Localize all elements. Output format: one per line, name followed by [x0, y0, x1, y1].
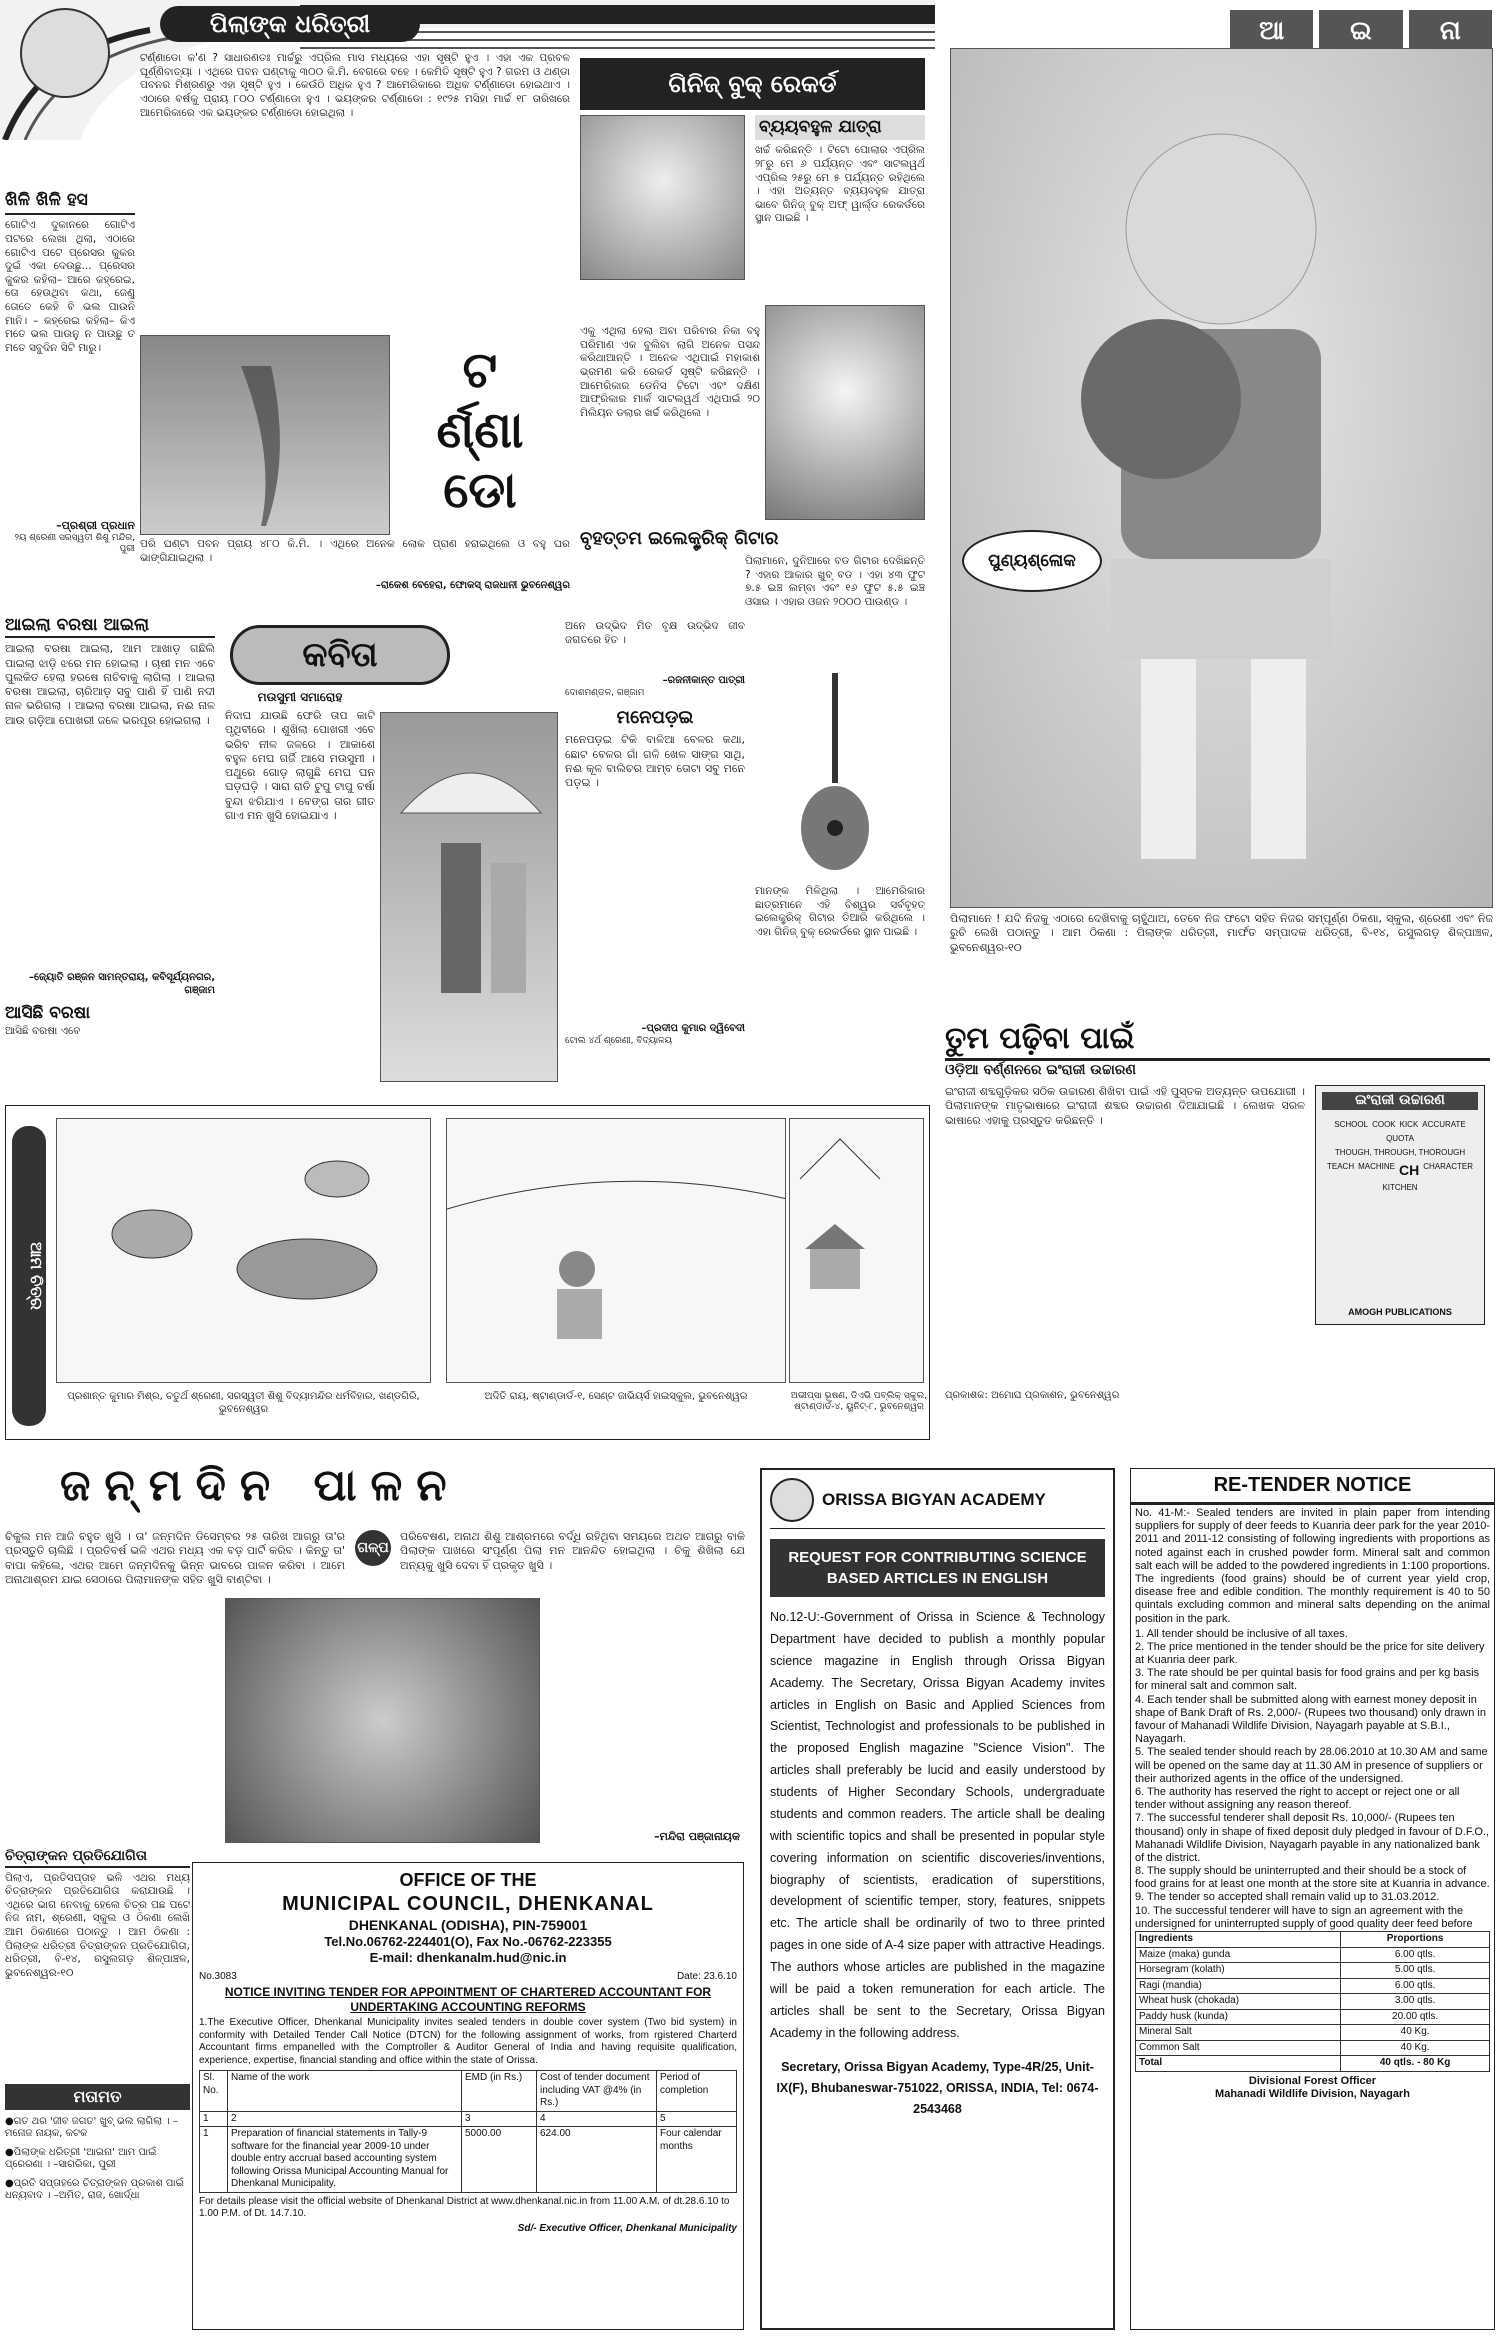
retender-item: 5. The sealed tender should reach by 28.06.2010 at 10.30 AM and same will be opened on the same day at 11.30 AM in presence of suppliers or their authorized agents in the office of the undersigned. — [1135, 1746, 1488, 1785]
tornado-photo — [140, 335, 390, 535]
umbrella-photo — [380, 712, 558, 1082]
table-cell: 40 Kg. — [1341, 2025, 1490, 2041]
table-cell: 1 — [200, 2127, 228, 2193]
table-cell: Wheat husk (chokada) — [1136, 1994, 1341, 2010]
municipal-office-of: OFFICE OF THE — [399, 1870, 537, 1890]
jokes-title: ଖିଳି ଖିଳି ହସ — [5, 190, 135, 215]
book-publisher: AMOGH PUBLICATIONS — [1348, 1306, 1452, 1317]
table-cell: 40 qtls. - 80 Kg — [1341, 2056, 1490, 2072]
umbrella-icon — [381, 713, 558, 1082]
readme-publisher: ପ୍ରକାଶକ: ଅମୋଘ ପ୍ରକାଶନ, ଭୁବନେଶ୍ୱର — [945, 1390, 1120, 1401]
table-cell: 4 — [537, 2111, 657, 2127]
bigyan-notice — [760, 1468, 1115, 2330]
guitar-text: ମାନଙ୍କ ମିଳିଥିଲା । ଆମେରିକାର ଛାତ୍ରମାନେ ଏହି ବିଶ୍ୱର ସର୍ବବୃହତ୍ ଇଲେକ୍ଟ୍ରିକ୍ ଗିଟାର ତିଆରି କରିଥିଲେ । ଏହା ଗିନିଜ୍ ବୁକ୍ ରେକର୍ଡରେ ସ୍ଥାନ ପାଇଛି । — [755, 885, 925, 938]
municipal-table — [199, 2070, 737, 2193]
retender-item: 10. The successful tenderer will have to sign an agreement with the undersigned for uninterrupted supply of good quality deer feed before — [1135, 1904, 1473, 1930]
bigyan-name: ORISSA BIGYAN ACADEMY — [822, 1490, 1046, 1510]
opinion-item: ●ପିଲାଙ୍କ ଧରିତ୍ରୀ 'ଆଇନା' ଆମ ପାଇଁ ପ୍ରେରଣା । –ସାଗରିକା, ପୁରୀ — [5, 2146, 157, 2170]
retender-item: 1. All tender should be inclusive of all taxes. — [1135, 1627, 1348, 1640]
municipal-footer: For details please visit the official website of Dhenkanal District at www.dhenkanal.nic.in from 11.00 A.M. of dt.28.6.10 to 1.00 P.M. of Dt. 14.7.10. — [199, 2195, 730, 2219]
jokes-body: ଗୋଟିଏ ଦୁକାନରେ ଗୋଟିଏ ପଟରେ ଲେଖା ଥିଲା, ଏଠାରେ ଗୋଟିଏ ପଟେ ପ୍ରେସର କୁକର ଦୁଇଁ ଏକା ଦେଉଛୁ... ପ୍ରେସର କୁକର କହିଲା– ଆରେ କହ୍ରେଇ, ତୋ ହେଉଥିବା କଥା, ଜେଣୁ ତୋତେ କେହି ବି ଭଲ ପାଉନି ମାନି। – କହ୍ରେଇ କହିଲା– କିଏ ମତେ ଭଲ ପାଉନୁ ନ ପାଉଛୁ ତ ମତେ ସବୁଦିନ ସିଟି ମାରୁ। — [5, 219, 135, 355]
municipal-name: MUNICIPAL COUNCIL, DHENKANAL — [282, 1892, 654, 1915]
man-photo — [765, 305, 925, 520]
tornado-body-2: ପରି ଘଣ୍ଟା ପବନ ପ୍ରାୟ ୪୮୦ କି.ମି. । ଏଥିରେ ଅନେକ ଲୋକ ପ୍ରାଣ ହରାଇଥିଲେ ଓ ବହୁ ଘର ଭାଙ୍ଗିଯାଇଥିଲା । — [140, 538, 570, 564]
birthday-right-body: ପରିବେଷଣ, ଅନାଥ ଶିଶୁ ଆଶ୍ରମରେ ବର୍ଦ୍ଧି ରହିଥିବା ସମୟରେ ଅଥଚ ଆଗରୁ ବାକି ପିଲାଙ୍କ ପାଖରେ ସଂପୂର୍ଣ୍ଣ ପିଲା ମନ ଆନନ୍ଦିତ ହୋଇଥିଲା । ଚିକୁ ଶିଖିଲା ଯେ ଅନ୍ୟକୁ ଖୁସି ଦେବା ହିଁ ପ୍ରକୃତ ଖୁସି । — [400, 1530, 745, 1572]
guinness-body-2: ଏକୁ ଏଥିଲା ହେଲା ଅବା ପରିବାର ନିକା ବହୁ ପରିମାଣ ଏକ ବୁଲିବା ଲାଗି ଅନେକ ପସନ୍ଦ କରିଥାଆନ୍ତି । ଅନେକ ଏଥିପାଇଁ ମହାକାଶ ଭ୍ରମଣ କରି ରେକର୍ଡ ସୃଷ୍ଟି କରିଛନ୍ତି । ଆମେରିକାର ଡେନିସ ଟିଟୋ ଏବଂ ଦକ୍ଷିଣ ଆଫ୍ରିକାର ମାର୍କ ସାଟଲୱର୍ଥ ଏଥିପାଇଁ ୨୦ ମିଲିୟନ ଡଲାର ଖର୍ଚ୍ଚ କରିଥିଲେ । — [580, 325, 760, 419]
opinion-title: ମତାମତ — [5, 2084, 190, 2110]
drawings-label: ଆମ ଚିତ୍ର — [12, 1126, 46, 1426]
municipal-body: 1.The Executive Officer, Dhenkanal Municipality invites sealed tenders in double cover system (Two bid system) in conformity with Detailed Tender Call Notice (DTCN) for the following assignment of works, from rgistered Charterd Accountant firms empanelled with the Comptroller & Auditor General of India and having requisite qualification, experience, expertise, financial standing and office within the state of Orissa. — [199, 2017, 737, 2066]
book-words — [1322, 1120, 1478, 1194]
tornado-letter-1: ଟ — [462, 341, 498, 399]
municipal-ref-row — [199, 1971, 737, 1984]
kabita-right-body: ଅନେ ଉଦ୍ଭିଦ ମିତ ବୃକ୍ଷ ଉଦ୍ଭିଦ ଜୀବ ଜଗତରେ ହିତ । — [565, 620, 745, 646]
readme-title: ତୁମ ପଢ଼ିବା ପାଇଁ — [945, 1020, 1490, 1061]
table-cell: 3 — [462, 2111, 537, 2127]
table-row — [200, 2127, 737, 2193]
table-cell: Horsegram (kolath) — [1136, 1963, 1341, 1979]
book-word: COOK — [1372, 1119, 1396, 1129]
poem1-title: ମଉସୁମୀ ସମାରୋହ — [257, 690, 343, 704]
tornado-author: –ରାକେଶ ବେହେରା, ଫୋକସ୍ ରାଜଧାନୀ ଭୁବନେଶ୍ୱର — [375, 580, 570, 591]
aaina-badge: ପୁଣ୍ୟଶ୍ଳୋକ — [962, 530, 1102, 592]
table-header-cell: Sl. No. — [200, 2071, 228, 2112]
table-header-cell: Name of the work — [228, 2071, 462, 2112]
retender-item: 8. The supply should be uninterrupted and their should be a stock of food grains for at least one month at the store site at Kuanria in advance. — [1135, 1865, 1490, 1891]
tornado-intro: ଟର୍ଣ୍ଣାଡୋ କ'ଣ ? ସାଧାରଣତଃ ମାର୍ଚ୍ଚରୁ ଏପ୍ରିଲ ମାସ ମଧ୍ୟରେ ଏହା ସୃଷ୍ଟି ହୁଏ । ଏହା ଏକ ପ୍ରବଳ ଘୂର୍ଣ୍ଣିବାତ୍ୟା । ଏଥିରେ ପବନ ଘଣ୍ଟାକୁ ୩୦୦ କି.ମି. ବେଗରେ ବହେ । କେମିତି ସୃଷ୍ଟି ହୁଏ ? ଗରମ ଓ ଥଣ୍ଡା ପବନର ମିଶ୍ରଣରୁ ଏହା ସୃଷ୍ଟି ହୁଏ । କେଉଁଠି ଅଧିକ ହୁଏ ? ଆମେରିକାରେ ଅଧିକ ଟର୍ଣ୍ଣାଡୋ ହୋଇଥାଏ । ଏଠାରେ ବର୍ଷକୁ ପ୍ରାୟ ୮୦୦ ଟର୍ଣ୍ଣାଡୋ ହୁଏ । ଭୟଙ୍କର ଟର୍ଣ୍ଣାଡୋ : ୧୯୨୫ ମସିହା ମାର୍ଚ୍ଚ ୧୮ ତାରିଖରେ ଆମେରିକାରେ ଏକ ଭୟଙ୍କର ଟର୍ଣ୍ଣାଡୋ ହୋଇଥିଲା । — [140, 52, 570, 119]
contest-title: ଚିତ୍ରାଙ୍କନ ପ୍ରତିଯୋଗିତା — [5, 1848, 190, 1868]
jokes-author-addr: ୨ୟ ଶ୍ରେଣୀ ସରସ୍ୱତୀ ଶିଶୁ ମନ୍ଦିର, ପୁରୀ — [14, 533, 135, 555]
contest-body: ପିଲାଏ, ପ୍ରତିସପ୍ତାହ ଭଳି ଏଥର ମଧ୍ୟ ଚିତ୍ରାଙ୍କନ ପ୍ରତିଯୋଗିତା କରାଯାଉଛି । ଏଥିରେ ଭାଗ ନେବାକୁ ହେଲେ ଚିତ୍ର ପଛ ପଟେ ନିଜ ନାମ, ଶ୍ରେଣୀ, ସ୍କୁଲ ଓ ଠିକଣା ଲେଖି ଆମ ଠିକଣାରେ ପଠାନ୍ତୁ । ଆମ ଠିକଣା : ପିଲାଙ୍କ ଧରିତ୍ରୀ ଚିତ୍ରାଙ୍କନ ପ୍ରତିଯୋଗିତା, ଧରିତ୍ରୀ, ବି-୧୪, ରସୁଲଗଡ଼ ଶିଳ୍ପାଞ୍ଚଳ, ଭୁବନେଶ୍ୱର-୧୦ — [5, 1871, 190, 1979]
table-cell: 5000.00 — [462, 2127, 537, 2193]
kabita-author2-addr: ଟୋଲ ୪ର୍ଥ ଶ୍ରେଣୀ, ବିଦ୍ୟାଳୟ — [565, 1035, 673, 1046]
jokes-section — [5, 190, 135, 595]
readme-sub: ଓଡ଼ିଆ ବର୍ଣ୍ଣନରେ ଇଂରାଜୀ ଉଚ୍ଚାରଣ — [945, 1062, 1136, 1078]
municipal-date: Date: 23.6.10 — [676, 1970, 737, 1982]
retender-intro: No. 41-M:- Sealed tenders are invited in plain paper from intending suppliers for supply of deer feeds to Kuanria deer park for the year 2010-2011 and 2011-12 consisting of following ingredients with proportions as noted against each in crushed powder form. Mineral salt and common salt each will be added to the powdered ingredients in 1:100 proportions. The ingredients (food grains) should be of current year yield crop, disease free and edible condition. The monthly requirement is 40 to 50 quintals excluding common and mineral salts depending on the animal position in the park. — [1135, 1507, 1490, 1625]
table-row — [1136, 2040, 1490, 2056]
table-header-cell: EMD (in Rs.) — [462, 2071, 537, 2112]
poem2-body: ମନେପଡ଼ଇ ଟିକି ବାଳିଆ ବେଳର କଥା, ଛୋଟ ବେଳର ଗାଁ ଗଳି ଖେଳ ସାଙ୍ଗ ସାଥି, ନଈ କୂଳ ବାଲିଚର ଆମ୍ବ ତୋଟା ସବୁ ମନେ ପଡ଼ଇ । — [565, 733, 745, 790]
retender-title: RE-TENDER NOTICE — [1131, 1469, 1494, 1505]
municipal-no: No.3083 — [199, 1970, 237, 1982]
rain-title: ଆଇଲା ବରଷା ଆଇଲା — [5, 615, 215, 638]
poem1 — [225, 690, 375, 1090]
book-title: ଇଂରାଜୀ ଉଚ୍ଚାରଣ — [1322, 1092, 1478, 1110]
rain-sub-title: ଆସିଛି ବରଷା — [5, 1003, 91, 1024]
table-row — [1136, 1963, 1490, 1979]
table-cell: 5.00 qtls. — [1341, 1963, 1490, 1979]
table-row — [1136, 1978, 1490, 1994]
page-title: ପିଲାଙ୍କ ଧରିତ୍ରୀ — [160, 6, 420, 42]
bigyan-addr: Secretary, Orissa Bigyan Academy, Type-4R/25, Unit-IX(F), Bhubaneswar-751022, ORISSA, INDIA, Tel: 0674-2543468 — [776, 2059, 1099, 2116]
ingredients-header — [1136, 1932, 1490, 1948]
house-icon — [790, 1119, 924, 1383]
old-woman-photo — [225, 1598, 540, 1843]
tornado-letter-2: ର୍ଣ୍ଣା — [436, 401, 524, 459]
retender-sig-2: Mahanadi Wildlife Division, Nayagarh — [1215, 2088, 1410, 2101]
child-mascot — [20, 8, 110, 98]
drawing-caption-2: ଅଦିତି ରାୟ, ଷ୍ଟାଣ୍ଡାର୍ଡ-୧, ସେଣ୍ଟ ଜାଭିୟର୍ସ ହାଇସ୍କୁଲ, ଭୁବନେଶ୍ୱର — [484, 1391, 748, 1402]
table-row — [1136, 2009, 1490, 2025]
aaina-caption: ପିଲାମାନେ ! ଯଦି ନିଜକୁ ଏଠାରେ ଦେଖିବାକୁ ଚାହୁଁଥାଅ, ତେବେ ନିଜ ଫଟୋ ସହିତ ନିଜର ସମ୍ପୂର୍ଣ୍ଣ ଠିକଣା, ସ୍କୁଲ, ଶ୍ରେଣୀ ଏବଂ ନିଜ ରୁଚି ଲେଖି ପଠାନ୍ତୁ । ଆମ ଠିକଣା : ପିଲାଙ୍କ ଧରିତ୍ରୀ, ମାର୍ଫତ ସମ୍ପାଦକ ଧରିତ୍ରୀ, ବି-୧୪, ରସୁଲଗଡ଼ ଶିଳ୍ପାଞ୍ଚଳ, ଭୁବନେଶ୍ୱର-୧୦ — [950, 912, 1493, 954]
table-cell: 5 — [657, 2111, 737, 2127]
table-cell: 3.00 qtls. — [1341, 1994, 1490, 2010]
book-cover — [1315, 1085, 1485, 1325]
table-cell: 2 — [228, 2111, 462, 2127]
bigyan-body: No.12-U:-Government of Orissa in Science & Technology Department have decided to publish a monthly popular science magazine in English through Orissa Bigyan Academy. The Secretary, Orissa Bigyan Academy invites articles in English on Basic and Applied Sciences from Scientist, Technologist and professionals to be published in the proposed English magazine "Science Vision". The articles shall preferably be lucid and easily understood by students of Higher Secondary Schools, undergraduate students and common readers. The article shall be dealing with scientific topics and shall be presented in popular style covering information on scientific discoveries/inventions, biography of scientists, eradication of superstitions, development of scientific temper, story, features, snippets etc. The article shall be ordinarily of two to three printed pages in one side of A-4 size paper with attractive Headings. The authors whose articles are published in the magazine will be paid a token remuneration for each article. The articles shall be sent to the Secretary, Orissa Bigyan Academy in the following address. — [770, 1610, 1105, 2040]
drawing-farmer — [446, 1118, 786, 1383]
aaina-letter-1: ଆ — [1230, 10, 1313, 52]
municipal-notice — [192, 1862, 744, 2330]
jokes-author: –ପ୍ରଶ୍ରୀ ପ୍ରଧାନ — [56, 519, 135, 533]
table-cell: Ragi (mandia) — [1136, 1978, 1341, 1994]
retender-item: 9. The tender so accepted shall remain valid up to 31.03.2012. — [1135, 1891, 1440, 1904]
table-cell: Total — [1136, 2056, 1341, 2072]
bigyan-banner: REQUEST FOR CONTRIBUTING SCIENCE BASED ARTICLES IN ENGLISH — [770, 1539, 1105, 1597]
table-cell: 6.00 qtls. — [1341, 1978, 1490, 1994]
retender-items — [1131, 1628, 1494, 1931]
guinness-sub1 — [755, 115, 925, 294]
kabita-title: କବିତା — [230, 625, 450, 685]
guinness-sub2-body: ପିଲାମାନେ, ଦୁନିଆରେ ବଡ ଗିଟାର ଦେଖିଛନ୍ତି ? ଏହାର ଆକାର ଖୁବ୍ ବଡ । ଏହା ୪୩ ଫୁଟ ୭.୫ ଇଞ୍ଚ ଲମ୍ବା ଏବଂ ୧୬ ଫୁଟ ୫.୫ ଇଞ୍ଚ ଓସାର । ଏହାର ଓଜନ ୨୦୦୦ ପାଉଣ୍ଡ । — [745, 555, 925, 608]
book-word: MACHINE — [1358, 1161, 1395, 1171]
table-header-cell: Ingredients — [1136, 1932, 1341, 1948]
drawings-row — [5, 1105, 930, 1440]
opinion-item: ●ପ୍ରତି ସପ୍ତାହରେ ଚିତ୍ରାଙ୍କନ ପ୍ରକାଶ ପାଇଁ ଧନ୍ୟବାଦ । –ଅମିତ, ରାଜ, ଖୋର୍ଦ୍ଧା — [5, 2177, 185, 2201]
guitar-icon — [790, 668, 880, 878]
table-cell: Paddy husk (kunda) — [1136, 2009, 1341, 2025]
table-cell: 20.00 qtls. — [1341, 2009, 1490, 2025]
story-badge: ଗଳ୍ପ — [355, 1530, 391, 1566]
rain-sub-body: ଆସିଛି ବରଷା ଏବେ — [5, 1024, 81, 1037]
drawing-caption-1: ପ୍ରଶାନ୍ତ କୁମାର ମିଶ୍ର, ଚତୁର୍ଥ ଶ୍ରେଣୀ, ସରସ୍ୱତୀ ଶିଶୁ ବିଦ୍ୟାମନ୍ଦିର ଧର୍ମବିହାର, ଖଣ୍ଡଗିରି, ଭୁବନେଶ୍ୱର — [67, 1391, 420, 1415]
retender-item: 3. The rate should be per quintal basis for food grains and per kg basis for mineral salt and common salt. — [1135, 1667, 1480, 1693]
guinness-sub1-body: ଖର୍ଚ୍ଚ କରିଛନ୍ତି । ଟିଟୋ ପୋଲାର ଏପ୍ରିଲ ୨୮ରୁ ମେ ୬ ପର୍ଯ୍ୟନ୍ତ ଏବଂ ସାଟଲୱର୍ଥ ଏପ୍ରିଲ ୨୫ରୁ ମେ ୫ ପର୍ଯ୍ୟନ୍ତ ରହିଥିଲେ । ଏହା ଅତ୍ୟନ୍ତ ବ୍ୟୟବହୁଳ ଯାତ୍ରା ଭାବେ ଗିନିଜ୍ ବୁକ୍ ଅଫ୍ ୱାର୍ଲ୍ଡ ରେକର୍ଡରେ ସ୍ଥାନ ପାଇଛି । — [755, 144, 925, 225]
tornado-funnel — [141, 336, 390, 535]
aaina-photo — [950, 48, 1493, 908]
opinion-item: ●ଗତ ଥର 'ଜୀବ ଜଗତ' ଖୁବ୍ ଭଲ ଲାଗିଲା । –ମନୋଜ ନାୟକ, କଟକ — [5, 2115, 178, 2139]
guinness-title: ଗିନିଜ୍ ବୁକ୍ ରେକର୍ଡ — [580, 58, 925, 110]
rain-body: ଆଇଲା ବରଷା ଆଇଲା, ଆମ ଆଖାଡ଼ ଗଛିଲି ପାଇଲା ଝାଡ଼ି ଝରେ ମନ ହୋଇଲା । ଚାଷୀ ମନ ଏବେ ପୁଲକିତ ହେଲା ହରଷେ ନାଚିବାକୁ ଲାଗିଲା । ଆଇଲା ବରଷା ଆଇଲା, ଚାରିଆଡ଼ ସବୁ ପାଣି ହିଁ ପାଣି ନଦୀ ନାଳ ଭରିଗଲା । ଆଇଲା ବରଷା ଆଇଲା, ନଈ ନାଳ ଆଉ ଗଡ଼ିଆ ପୋଖରୀ ଜଳେ ଭରପୂର ହୋଇଗଲା । — [5, 642, 215, 727]
astronaut-photo — [580, 115, 745, 280]
ingredients-table — [1135, 1931, 1490, 2072]
book-word: ACCURATE — [1422, 1119, 1466, 1129]
table-row — [1136, 2056, 1490, 2072]
table-cell: 624.00 — [537, 2127, 657, 2193]
kabita-author2: –ପ୍ରଦୀପ କୁମାର ଦ୍ୱିବେଦୀ — [641, 1023, 745, 1035]
rain-author: –ଜ୍ୟୋତି ରଞ୍ଜନ ସାମନ୍ତରାୟ, କବିସୂର୍ଯ୍ୟନଗର, ଗଞ୍ଜାମ — [29, 972, 215, 996]
tornado-title — [395, 340, 565, 530]
guinness-sub1-title: ବ୍ୟୟବହୁଳ ଯାତ୍ରା — [755, 115, 925, 140]
aaina-letter-3: ନା — [1409, 10, 1492, 52]
table-cell: Preparation of financial statements in Tally-9 software for the financial year 2009-10 under double entry accrual based accounting system following Orissa Municipal Accounting Manual for Dhenkanal Municipality. — [228, 2127, 462, 2193]
table-cell: 40 Kg. — [1341, 2040, 1490, 2056]
guitar-photo — [790, 668, 880, 878]
rain-section — [5, 615, 215, 1090]
municipal-notice-title: NOTICE INVITING TENDER FOR APPOINTMENT OF CHARTERED ACCOUNTANT FOR UNDERTAKING ACCOUNTING REFORMS — [224, 1985, 712, 2014]
book-word: TEACH — [1326, 1161, 1355, 1171]
bigyan-header — [770, 1478, 1105, 1529]
retender-item: 7. The successful tenderer shall deposit Rs. 10,000/- (Rupees ten thousand) only in shape of fixed deposit duly pledged in favour of D.F.O., Mahanadi Wildlife Division, Nayagarh payable in any nationalized bank of the district. — [1135, 1812, 1490, 1864]
table-row — [1136, 1947, 1490, 1963]
retender-item: 6. The authority has reserved the right to accept or reject one or all tender without assigning any reason thereof. — [1135, 1785, 1460, 1812]
municipal-table-numbers — [200, 2111, 737, 2127]
retender-item: 2. The price mentioned in the tender should be the price for site delivery at Kuanria deer park. — [1135, 1640, 1485, 1667]
kabita-author1: –ରଜନୀକାନ୍ତ ପାତ୍ରୀ — [662, 675, 745, 686]
municipal-addr: DHENKANAL (ODISHA), PIN-759001 — [348, 1916, 588, 1933]
table-header-cell: Cost of tender document including VAT @4% (in Rs.) — [537, 2071, 657, 2112]
table-row — [1136, 2025, 1490, 2041]
aaina-letter-2: ଇ — [1319, 10, 1402, 52]
book-word: KICK — [1399, 1119, 1419, 1129]
birthday-title: ଜନ୍ମଦିନ ପାଳନ — [60, 1460, 461, 1511]
book-word: KITCHEN — [1382, 1183, 1418, 1192]
book-word: SCHOOL — [1334, 1119, 1369, 1129]
poem-right — [565, 620, 745, 1090]
table-cell: Four calendar months — [657, 2127, 737, 2193]
tornado-letter-3: ଡୋ — [443, 461, 517, 519]
table-cell: 1 — [200, 2111, 228, 2127]
table-cell: Maize (maka) gunda — [1136, 1947, 1341, 1963]
municipal-table-header — [200, 2071, 737, 2112]
kabita-author1-addr: ଦୋଶମଣ୍ଡଳ, ଗଞ୍ଜାମ — [565, 687, 645, 698]
aaina-header — [1230, 10, 1492, 52]
table-row — [1136, 1994, 1490, 2010]
poem1-body: ନିଦାଘ ଯାଉଛି ଫେରି ତାପ କାଟି ପୃଥିବୀରେ । ଶୁଖିଲା ପୋଖରୀ ଏବେ ଭରିବ ନୀଳ ଜଳରେ । ଆକାଶେ ବହୁଳ ମେଘ ଗର୍ଜି ଆସେ ମଉସୁମୀ । ପଥୁରେ ଗୋଡ଼ ଲାଗୁଛି ମେଘ ଘନ ଘଡ଼ଘଡ଼ି । ସାରା ରାତି ଟୁପୁ ଟାପୁ ବର୍ଷା ବୁନ୍ଦା ଝରିଯାଏ । ବେଙ୍ଗ ତାର ଗୀତ ଗାଏ ମନ ଖୁସି ହୋଇଯାଏ । — [225, 709, 375, 823]
book-word: CH — [1399, 1161, 1420, 1178]
table-header-cell: Proportions — [1341, 1932, 1490, 1948]
municipal-signature: Sd/- Executive Officer, Dhenkanal Municipality — [517, 2222, 737, 2234]
drawing-village — [789, 1118, 924, 1383]
municipal-tel: Tel.No.06762-224401(O), Fax No.-06762-223355 — [324, 1934, 612, 1949]
readme-body: ଇଂରାଜୀ ଶବ୍ଦଗୁଡ଼ିକର ସଠିକ ଉଚ୍ଚାରଣ ଶିଖିବା ପାଇଁ ଏହି ପୁସ୍ତକ ଅତ୍ୟନ୍ତ ଉପଯୋଗୀ । ପିଲାମାନଙ୍କ ମାତୃଭାଷାରେ ଇଂରାଜୀ ଶବ୍ଦର ଉଚ୍ଚାରଣ ଦିଆଯାଇଛି । ଲେଖକ ସରଳ ଭାଷାରେ ଏହାକୁ ପ୍ରସ୍ତୁତ କରିଛନ୍ତି । — [945, 1085, 1305, 1127]
guinness-sub2-title: ବୃହତ୍ତମ ଇଲେକ୍ଟ୍ରିକ୍ ଗିଟାର — [580, 528, 779, 549]
birthday-body: ଚିକୁଲ ମନ ଆଜି ବହୁତ ଖୁସି । ତା' ଜନ୍ମଦିନ ଡିସେମ୍ବର ୨୫ ତାରିଖ ଆଗରୁ ତା'ର ପ୍ରସ୍ତୁତି ଚାଲିଛି । ପ୍ରତିବର୍ଷ ଭଳି ଏଥର ମଧ୍ୟ ଏକ ବଡ଼ ପାର୍ଟି କରିବ । କିନ୍ତୁ ତା' ବାପା କହିଲେ, ଏଥର ଆମେ ଜନ୍ମଦିନକୁ ଭିନ୍ନ ଭାବରେ ପାଳନ କରିବା । ଆମେ ଅନାଥାଶ୍ରମ ଯାଇ ସେଠାରେ ପିଲାମାନଙ୍କ ସହିତ ଖୁସି ବାଣ୍ଟିବା । — [5, 1530, 345, 1586]
table-cell: 6.00 qtls. — [1341, 1947, 1490, 1963]
retender-sig-1: Divisional Forest Officer — [1248, 2074, 1377, 2087]
table-header-cell: Period of completion — [657, 2071, 737, 2112]
drawing-caption-3: ଅଭୀପ୍ସା ଭୂଷଣ, ଡିଏଭି ପବ୍ଲିକ୍ ସ୍କୁଲ, ଷ୍ଟାଣ୍ଡାର୍ଡ-୪, ୟୁନିଟ୍-୮, ଭୁବନେଶ୍ୱର — [790, 1391, 928, 1413]
book-word: CHARACTER — [1423, 1161, 1474, 1171]
municipal-email: E-mail: dhenkanalm.hud@nic.in — [369, 1950, 567, 1966]
table-cell: Mineral Salt — [1136, 2025, 1341, 2041]
poem2-title: ମନେପଡ଼ଇ — [616, 706, 694, 728]
farmer-icon — [447, 1119, 786, 1383]
table-cell: Common Salt — [1136, 2040, 1341, 2056]
child-figure — [951, 49, 1493, 908]
bigyan-logo-icon — [770, 1478, 814, 1522]
drawing-fish — [56, 1118, 431, 1383]
retender-notice — [1130, 1468, 1495, 2330]
book-word: THOUGH, THROUGH, THOROUGH — [1334, 1147, 1466, 1157]
contest-section — [5, 1848, 190, 2328]
fish-icon — [57, 1119, 431, 1383]
birthday-author: –ମନ୍ଦିରା ପଞ୍ଜାନାୟକ — [654, 1830, 740, 1843]
book-word: QUOTA — [1386, 1133, 1414, 1143]
retender-item: 4. Each tender shall be submitted along with earnest money deposit in shape of Bank Draft of Rs. 2,000/- (Rupees two thousand) only drawn in favour of Mahanadi Wildlife Division, Nayagarh payable at S.B.I., Nayagarh. — [1135, 1693, 1486, 1746]
